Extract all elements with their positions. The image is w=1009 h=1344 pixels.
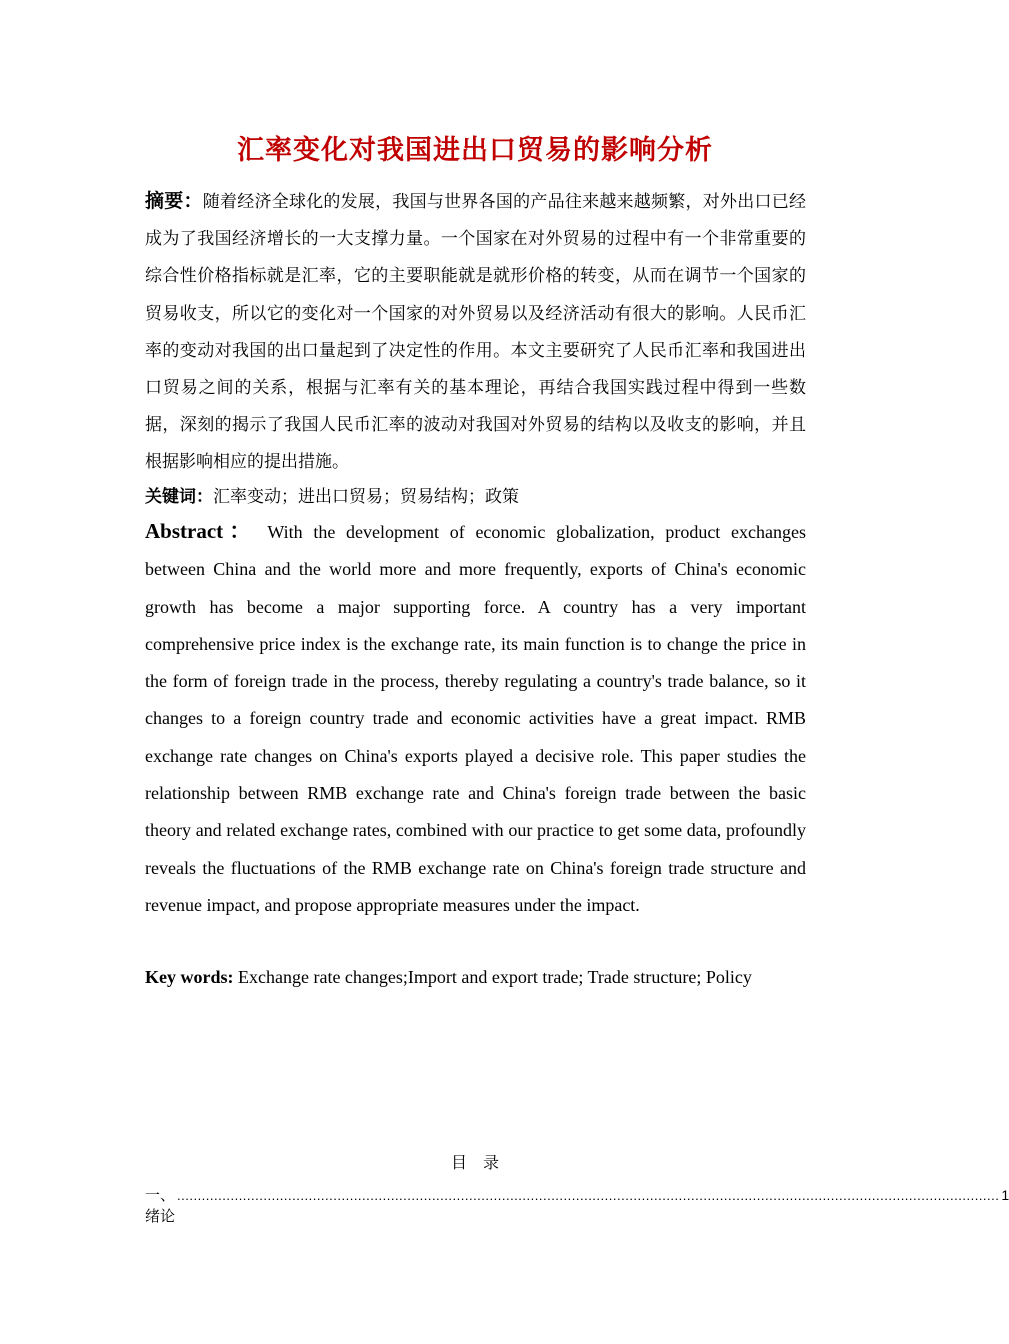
keywords-chinese [145, 484, 806, 510]
page-title: 汇率变化对我国进出口贸易的影响分析 [237, 135, 713, 166]
keywords-english-text: Exchange rate changes;Import and export trade; Trade structure; Policy [238, 967, 752, 987]
abstract-chinese [145, 183, 806, 482]
abstract-english-text: With the development of economic globalization, product exchanges between China and the world more and more frequently, exports of China's economic growth has become a major supporting force. A country has a very important comprehensive price index is the exchange rate, its main function is to change the price in the form of foreign trade in the process, thereby regulating a country's trade balance, so it changes to a foreign country trade and economic activities have a great impact. RMB exchange rate changes on China's exports played a decisive role. This paper studies the relationship between RMB exchange rate and China's foreign trade between the basic theory and related exchange rates, combined with our practice to get some data, profoundly reveals the fluctuations of the RMB exchange rate on China's foreign trade structure and revenue impact, and propose appropriate measures under the impact. [145, 522, 806, 915]
abstract-chinese-text: 随着经济全球化的发展，我国与世界各国的产品往来越来越频繁，对外出口已经成为了我国经济增长的一大支撑力量。一个国家在对外贸易的过程中有一个非常重要的综合性价格指标就是汇率，它的主要职能就是就形价格的转变，从而在调节一个国家的贸易收支，所以它的变化对一个国家的对外贸易以及经济活动有很大的影响。人民币汇率的变动对我国的出口量起到了决定性的作用。本文主要研究了人民币汇率和我国进出口贸易之间的关系，根据与汇率有关的基本理论，再结合我国实践过程中得到一些数据，深刻的揭示了我国人民币汇率的波动对我国对外贸易的结构以及收支的影响，并且根据影响相应的提出措施。 [145, 192, 806, 473]
abstract-english-label: Abstract： [145, 519, 257, 543]
keywords-english [145, 964, 806, 990]
toc-title: 目录 [450, 1153, 515, 1172]
toc-entry-label: 一、绪论 [145, 1186, 176, 1225]
keywords-chinese-label: 关键词： [145, 487, 213, 507]
toc-leader-dots: ........................................................................................................................................................................................................ [177, 1188, 1000, 1203]
toc-entry[interactable] [145, 1184, 1009, 1225]
keywords-chinese-text: 汇率变动；进出口贸易；贸易结构；政策 [213, 487, 519, 507]
toc-entry-page: 1 [1001, 1187, 1009, 1203]
abstract-chinese-label: 摘要： [145, 190, 203, 212]
keywords-english-label: Key words: [145, 967, 234, 987]
abstract-english [145, 513, 806, 924]
